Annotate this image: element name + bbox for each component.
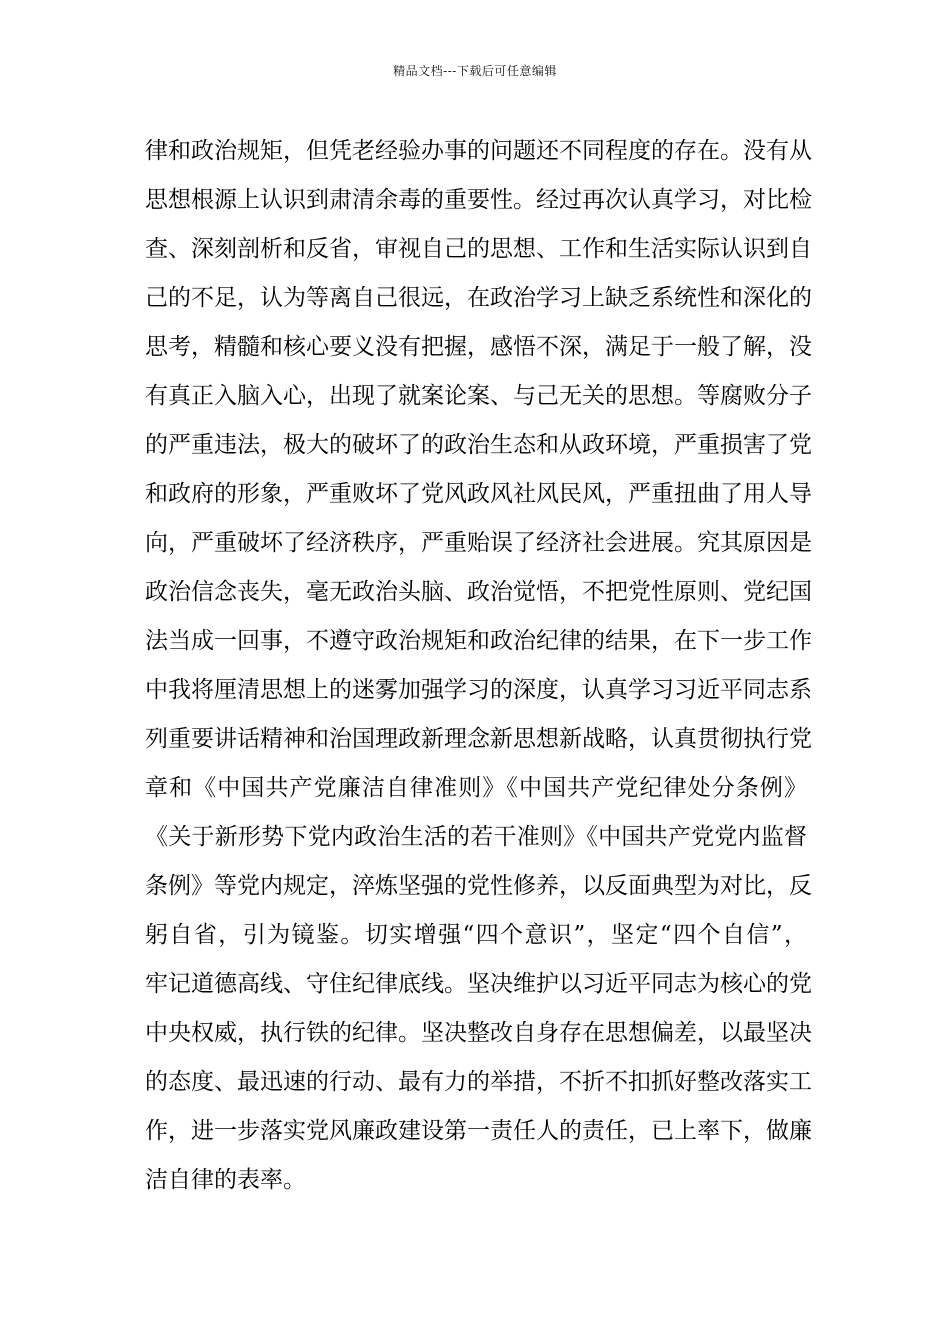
- body-line: 己的不足，认为等离自己很远，在政治学习上缺乏系统性和深化的: [145, 285, 812, 311]
- body-line: 和政府的形象，严重败坏了党风政风社风民风，严重扭曲了用人导: [145, 481, 812, 507]
- document-body: [145, 127, 812, 1205]
- body-line: 牢记道德高线、守住纪律底线。坚决维护以习近平同志为核心的党: [145, 971, 812, 997]
- body-line: 条例》等党内规定，淬炼坚强的党性修养，以反面典型为对比，反: [145, 873, 812, 899]
- body-line: 中我将厘清思想上的迷雾加强学习的深度，认真学习习近平同志系: [145, 677, 812, 703]
- body-line: 政治信念丧失，毫无政治头脑、政治觉悟，不把党性原则、党纪国: [145, 579, 812, 605]
- body-line: 法当成一回事，不遵守政治规矩和政治纪律的结果，在下一步工作: [145, 628, 812, 654]
- body-line: 中央权威，执行铁的纪律。坚决整改自身存在思想偏差，以最坚决: [145, 1020, 812, 1046]
- body-line: 《关于新形势下党内政治生活的若干准则》《中国共产党党内监督: [145, 824, 807, 850]
- body-line: 律和政治规矩，但凭老经验办事的问题还不同程度的存在。没有从: [145, 138, 812, 164]
- body-line: 的态度、最迅速的行动、最有力的举措，不折不扣抓好整改落实工: [145, 1069, 812, 1095]
- page-header: 精品文档---下载后可任意编辑: [393, 64, 557, 78]
- body-line: 章和《中国共产党廉洁自律准则》《中国共产党纪律处分条例》: [145, 775, 807, 801]
- body-line: 躬自省，引为镜鉴。切实增强“四个意识”，坚定“四个自信”，: [145, 922, 807, 948]
- body-line: 思考，精髓和核心要义没有把握，感悟不深，满足于一般了解，没: [145, 334, 812, 360]
- body-line: 有真正入脑入心，出现了就案论案、与己无关的思想。等腐败分子: [145, 383, 812, 409]
- body-line: 列重要讲话精神和治国理政新理念新思想新战略，认真贯彻执行党: [145, 726, 812, 752]
- body-line: 查、深刻剖析和反省，审视自己的思想、工作和生活实际认识到自: [145, 236, 812, 262]
- body-line: 的严重违法，极大的破坏了的政治生态和从政环境，严重损害了党: [145, 432, 812, 458]
- body-line: 作，进一步落实党风廉政建设第一责任人的责任，已上率下，做廉: [145, 1118, 812, 1144]
- body-line: 洁自律的表率。: [145, 1167, 306, 1193]
- body-line: 向，严重破坏了经济秩序，严重贻误了经济社会进展。究其原因是: [145, 530, 812, 556]
- body-line: 思想根源上认识到肃清余毒的重要性。经过再次认真学习，对比检: [145, 187, 812, 213]
